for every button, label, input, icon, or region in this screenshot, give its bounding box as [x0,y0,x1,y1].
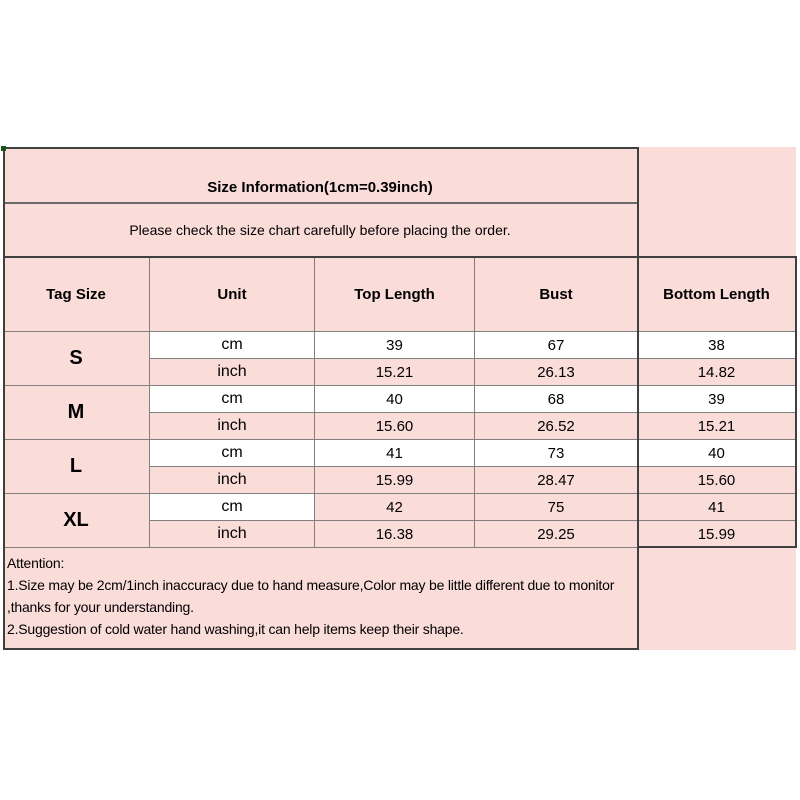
value-cell: 15.21 [637,413,796,440]
table-title: Size Information(1cm=0.39inch) [3,147,637,204]
header-bust: Bust [475,258,637,332]
unit-cell: cm [150,332,315,359]
header-bottom-length: Bottom Length [637,258,796,332]
value-cell: 41 [637,494,796,521]
attention-line: 1.Size may be 2cm/1inch inaccuracy due to hand measure,Color may be little different due to monitor [7,577,615,593]
unit-cell: cm [150,440,315,467]
attention-line: 2.Suggestion of cold water hand washing,it can help items keep their shape. [7,621,464,637]
header-unit: Unit [150,258,315,332]
value-cell: 41 [315,440,475,467]
unit-cell: inch [150,413,315,440]
value-cell: 16.38 [315,521,475,548]
value-cell: 67 [475,332,637,359]
attention-line: ,thanks for your understanding. [7,599,194,615]
value-cell: 29.25 [475,521,637,548]
value-cell: 40 [637,440,796,467]
value-cell: 14.82 [637,359,796,386]
value-cell: 15.60 [315,413,475,440]
header-top-length: Top Length [315,258,475,332]
header-tag-size: Tag Size [3,258,150,332]
unit-cell: cm [150,494,315,521]
unit-cell: inch [150,359,315,386]
value-cell: 73 [475,440,637,467]
size-label-s: S [3,332,150,386]
right-column-top-spacer [637,147,796,258]
table-subtitle: Please check the size chart carefully before placing the order. [3,204,637,258]
value-cell: 39 [637,386,796,413]
attention-line: Attention: [7,555,65,571]
value-cell: 26.13 [475,359,637,386]
value-cell: 15.60 [637,467,796,494]
unit-cell: inch [150,467,315,494]
value-cell: 15.99 [637,521,796,548]
value-cell: 75 [475,494,637,521]
value-cell: 40 [315,386,475,413]
unit-cell: cm [150,386,315,413]
right-column-bottom-spacer [637,548,796,650]
size-label-m: M [3,386,150,440]
value-cell: 38 [637,332,796,359]
value-cell: 28.47 [475,467,637,494]
size-label-xl: XL [3,494,150,548]
unit-cell: inch [150,521,315,548]
value-cell: 26.52 [475,413,637,440]
value-cell: 42 [315,494,475,521]
value-cell: 15.99 [315,467,475,494]
size-table [3,147,796,650]
value-cell: 15.21 [315,359,475,386]
value-cell: 68 [475,386,637,413]
value-cell: 39 [315,332,475,359]
size-label-l: L [3,440,150,494]
attention-notes [3,548,637,650]
